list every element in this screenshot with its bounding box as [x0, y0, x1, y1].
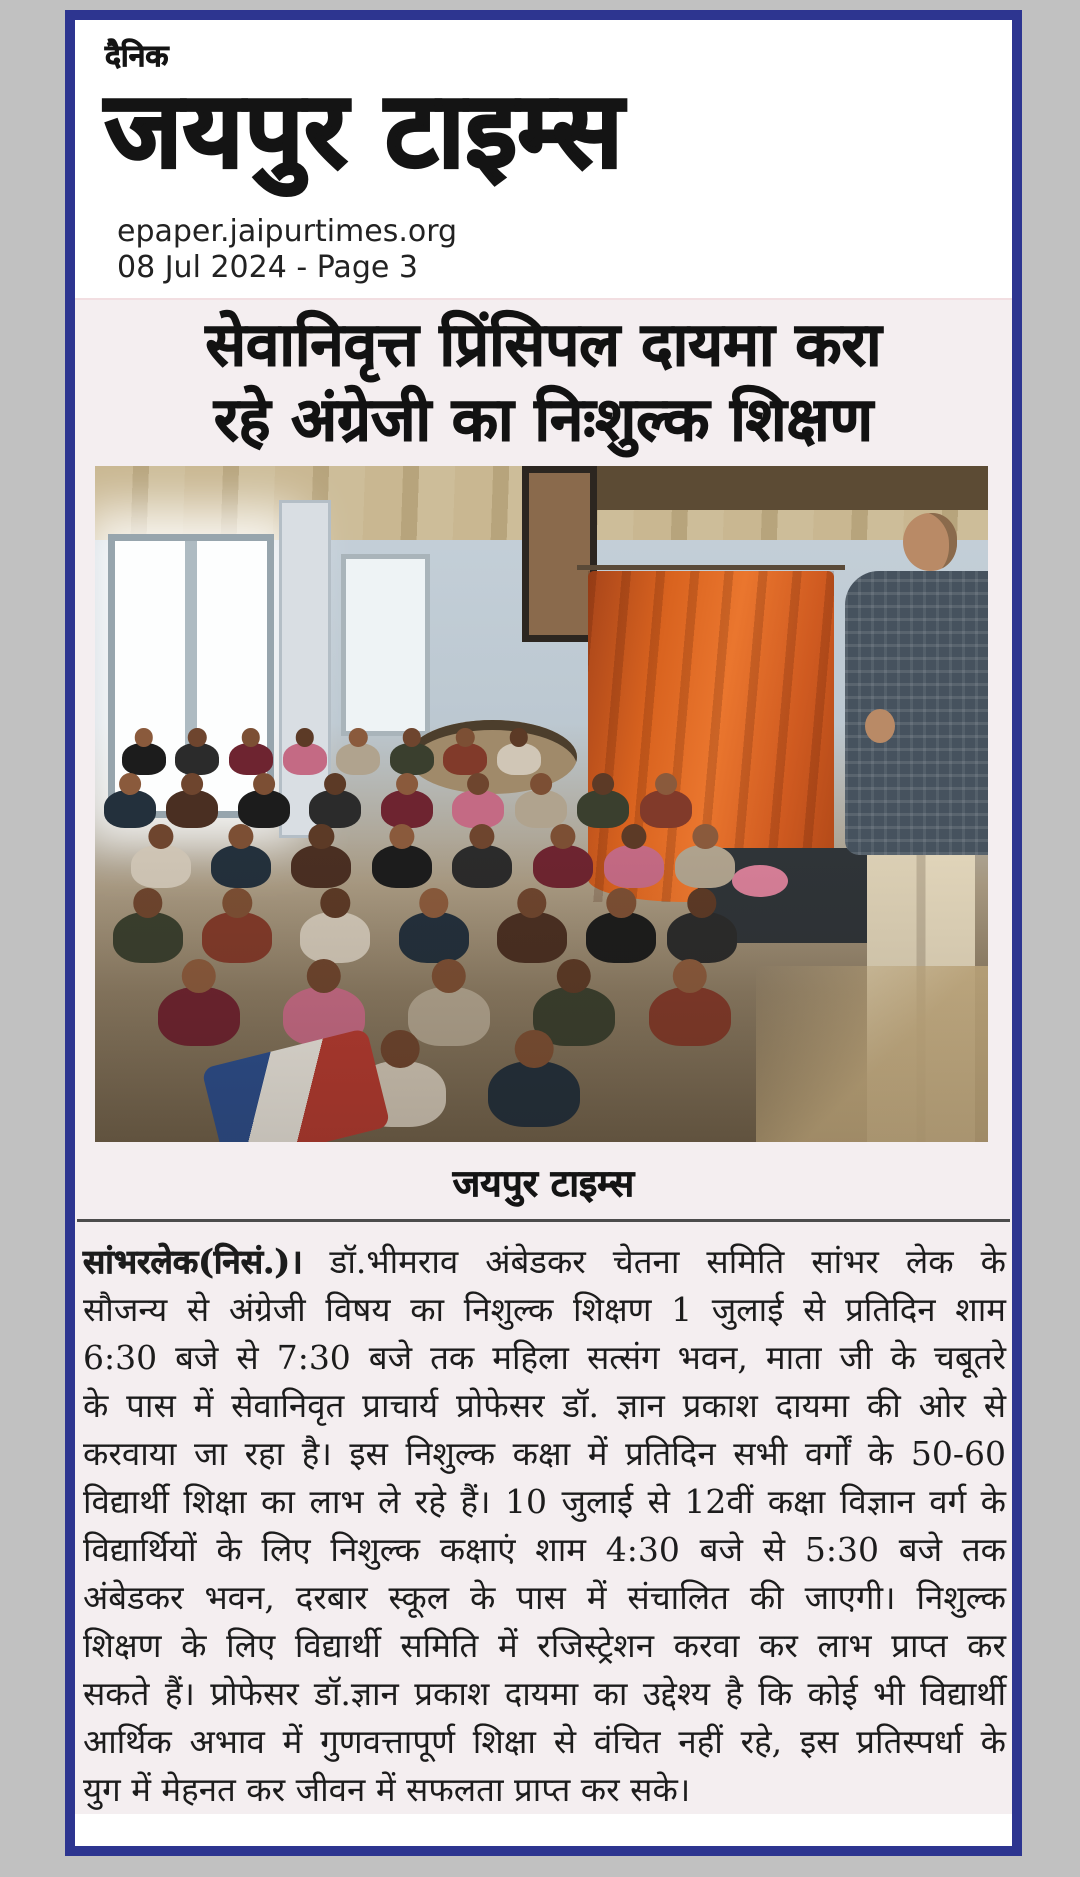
newspaper-masthead: [75, 20, 1012, 286]
article-dateline: सांभरलेक(निसं.)।: [83, 1242, 303, 1281]
epaper-website: epaper.jaipurtimes.org: [117, 214, 458, 249]
article-body-line: विद्यार्थी शिक्षा का लाभ ले रहे हैं। 10 जुलाई से 12वीं कक्षा विज्ञान वर्ग के: [83, 1482, 1006, 1521]
photo-shading: [95, 466, 988, 1142]
news-article: [75, 300, 1012, 1814]
article-body-line: सकते हैं। प्रोफेसर डॉ.ज्ञान प्रकाश दायमा का उद्देश्य है कि कोई भी विद्यार्थी: [83, 1674, 1006, 1713]
article-body-line: करवाया जा रहा है। इस निशुल्क कक्षा में प्रतिदिन सभी वर्गों के 50-60: [83, 1434, 1006, 1473]
article-body-line: अंबेडकर भवन, दरबार स्कूल के पास में संचालित की जाएगी। निशुल्क: [83, 1578, 1006, 1617]
article-body-line: के पास में सेवानिवृत प्राचार्य प्रोफेसर डॉ. ज्ञान प्रकाश दायमा की ओर से: [83, 1386, 1006, 1425]
photo-caption: जयपुर टाइम्स: [452, 1162, 635, 1205]
article-body: [75, 1222, 1012, 1814]
masthead-tagline: दैनिक: [105, 39, 169, 74]
newspaper-title: जयपुर टाइम्स: [105, 69, 624, 191]
epaper-page-card: [65, 10, 1022, 1856]
article-body-line: युग में मेहनत कर जीवन में सफलता प्राप्त कर सके।: [83, 1770, 691, 1809]
edition-meta: [105, 214, 1012, 286]
headline-line-1: सेवानिवृत्त प्रिंसिपल दायमा करा: [205, 310, 882, 380]
article-body-line: विद्यार्थियों के लिए निशुल्क कक्षाएं शाम 4:30 बजे से 5:30 बजे तक: [83, 1530, 1006, 1569]
article-headline: [75, 304, 1012, 458]
edition-date-page: 08 Jul 2024 - Page 3: [117, 250, 418, 285]
article-body-line: सौजन्य से अंग्रेजी विषय का निशुल्क शिक्षण 1 जुलाई से प्रतिदिन शाम: [83, 1290, 1006, 1329]
article-body-line-text: डॉ.भीमराव अंबेडकर चेतना समिति सांभर लेक के: [302, 1242, 1006, 1281]
article-body-line: शिक्षण के लिए विद्यार्थी समिति में रजिस्ट्रेशन करवा कर लाभ प्राप्त कर: [83, 1626, 1006, 1665]
article-photo: [95, 466, 988, 1142]
article-body-line: [83, 1238, 1006, 1286]
headline-line-2: रहे अंग्रेजी का निःशुल्क शिक्षण: [214, 385, 873, 455]
article-body-line: आर्थिक अभाव में गुणवत्तापूर्ण शिक्षा से वंचित नहीं रहे, इस प्रतिस्पर्धा के: [83, 1722, 1006, 1761]
article-body-line: 6:30 बजे से 7:30 बजे तक महिला सत्संग भवन, माता जी के चबूतरे: [83, 1338, 1006, 1377]
